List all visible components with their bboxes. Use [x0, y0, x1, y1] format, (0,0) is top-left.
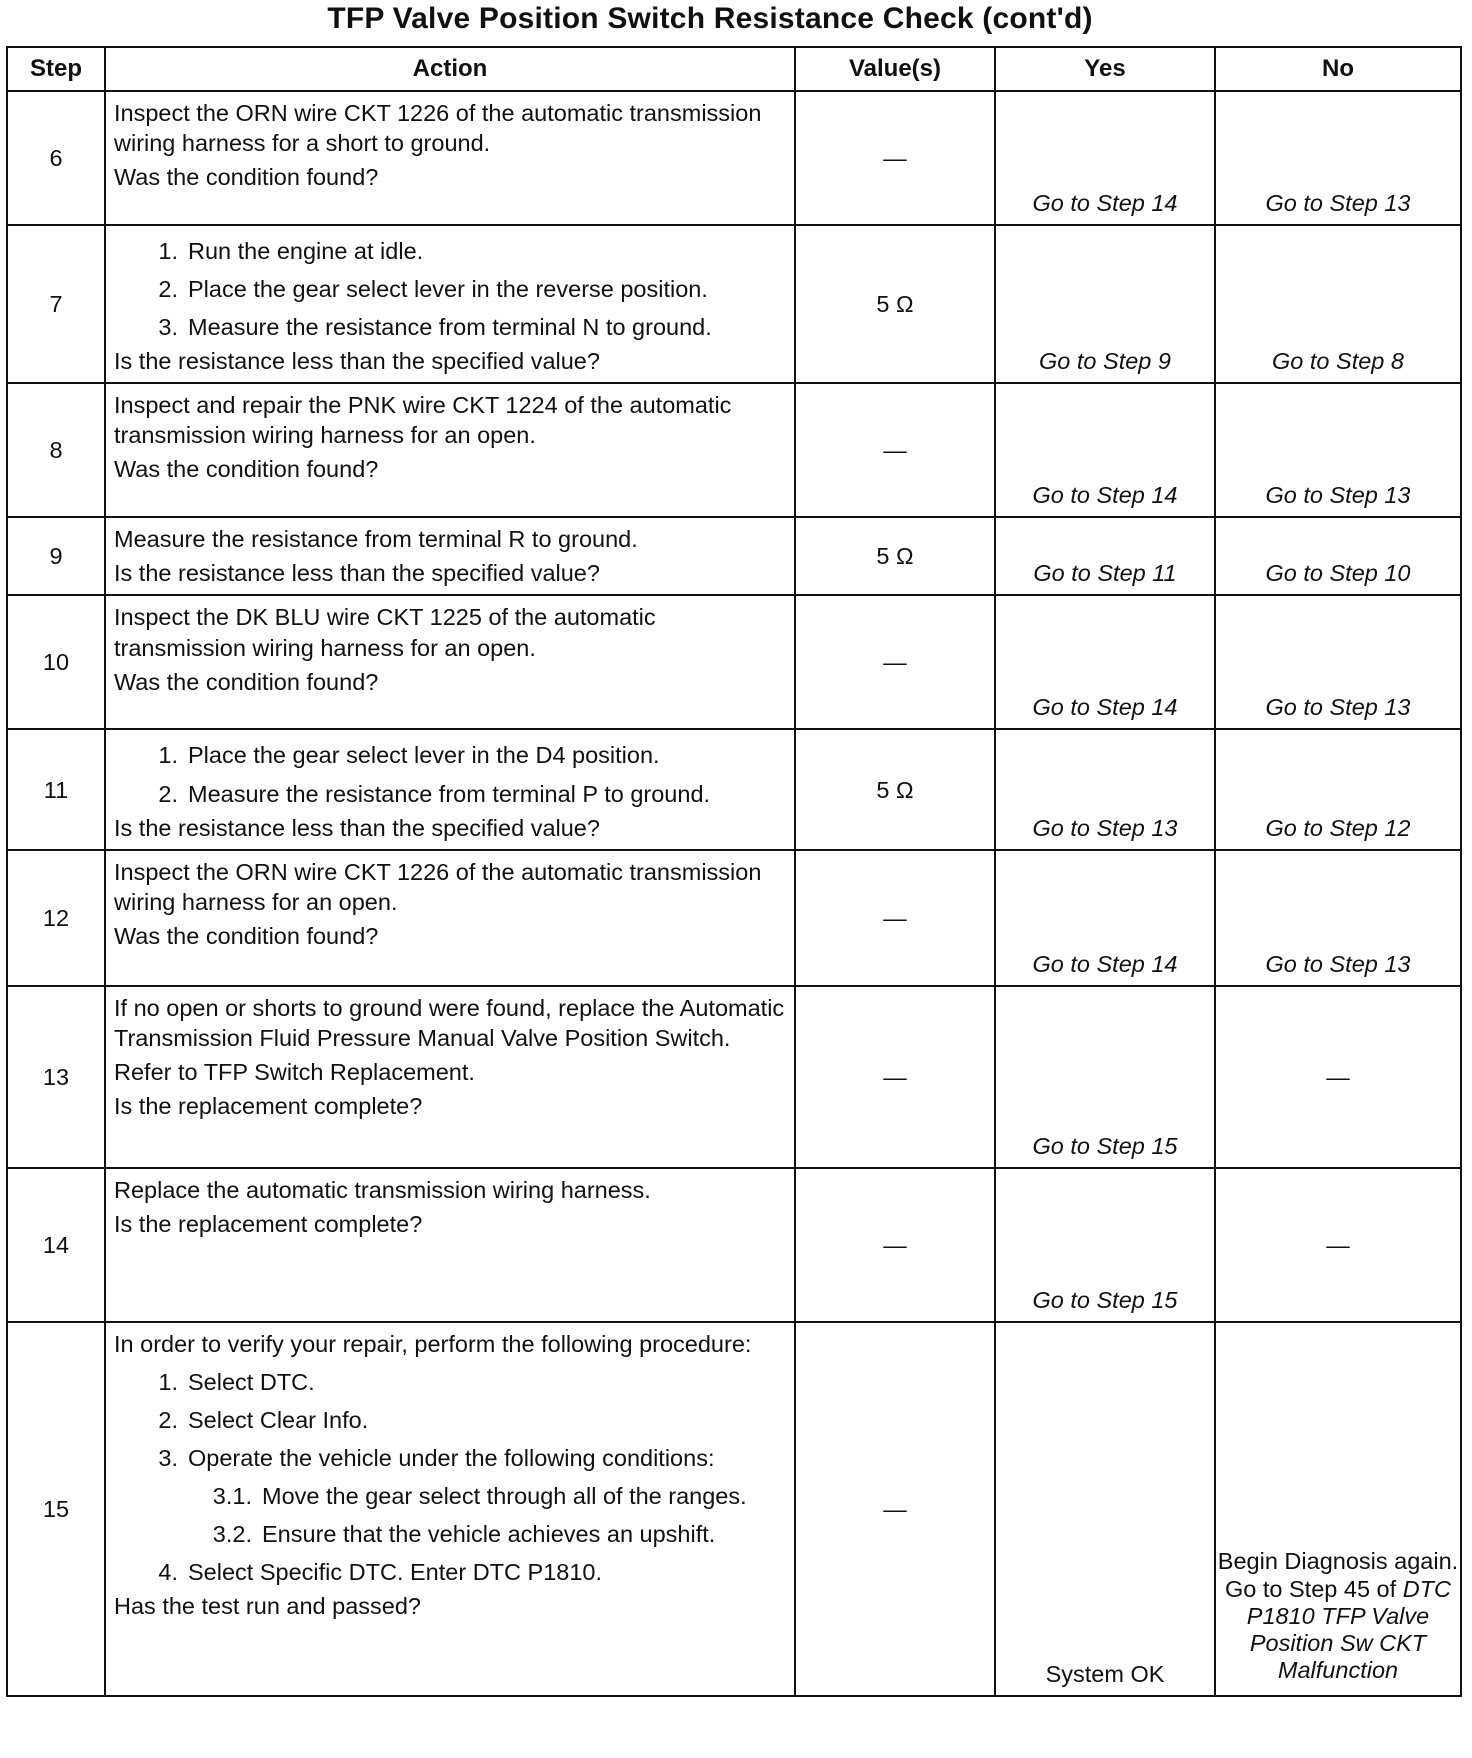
action-question: Is the resistance less than the specified value?	[114, 348, 600, 375]
yes-result: System OK	[995, 1322, 1215, 1696]
value-cell: 5 Ω	[795, 225, 995, 383]
table-row	[7, 850, 1461, 986]
list-number: 2.	[158, 780, 178, 807]
action-question: Was the condition found?	[114, 164, 379, 191]
value-cell: 5 Ω	[795, 729, 995, 849]
action-question: Was the condition found?	[114, 456, 379, 483]
list-text: Operate the vehicle under the following conditions:	[188, 1444, 715, 1471]
table-row	[7, 91, 1461, 225]
list-text: Measure the resistance from terminal P to ground.	[188, 780, 711, 807]
table-row	[7, 383, 1461, 517]
action-cell	[105, 729, 795, 849]
step-number: 9	[7, 517, 105, 595]
step-number: 15	[7, 1322, 105, 1696]
list-number: 2.	[158, 276, 178, 303]
action-cell	[105, 1168, 795, 1322]
yes-link[interactable]: Go to Step 14	[995, 91, 1215, 225]
action-text: Refer to TFP Switch Replacement.	[114, 1058, 475, 1085]
action-question: Was the condition found?	[114, 668, 379, 695]
header-values: Value(s)	[795, 47, 995, 91]
table-row	[7, 1322, 1461, 1696]
action-list	[114, 1363, 788, 1591]
list-text: Measure the resistance from terminal N to ground.	[188, 314, 712, 341]
action-question: Is the resistance less than the specified value?	[114, 560, 600, 587]
step-number: 7	[7, 225, 105, 383]
header-row	[7, 47, 1461, 91]
yes-link[interactable]: Go to Step 9	[995, 225, 1215, 383]
value-cell: —	[795, 1322, 995, 1696]
no-link[interactable]: Go to Step 8	[1215, 225, 1461, 383]
value-cell: 5 Ω	[795, 517, 995, 595]
step-number: 10	[7, 595, 105, 729]
action-cell	[105, 225, 795, 383]
step-number: 12	[7, 850, 105, 986]
yes-link[interactable]: Go to Step 14	[995, 850, 1215, 986]
list-text: Ensure that the vehicle achieves an upshift.	[262, 1521, 716, 1548]
list-text: Place the gear select lever in the reverse position.	[188, 276, 708, 303]
action-cell	[105, 383, 795, 517]
step-number: 13	[7, 986, 105, 1168]
yes-link[interactable]: Go to Step 15	[995, 986, 1215, 1168]
yes-link[interactable]: Go to Step 13	[995, 729, 1215, 849]
list-number: 3.1.	[212, 1483, 252, 1510]
yes-link[interactable]: Go to Step 15	[995, 1168, 1215, 1322]
table-row	[7, 225, 1461, 383]
list-text: Run the engine at idle.	[188, 238, 424, 264]
table-row	[7, 729, 1461, 849]
action-text: Inspect the DK BLU wire CKT 1225 of the automatic transmission wiring harness for an open.	[114, 604, 656, 661]
yes-link[interactable]: Go to Step 14	[995, 595, 1215, 729]
header-no: No	[1215, 47, 1461, 91]
list-text: Select Specific DTC. Enter DTC P1810.	[188, 1559, 603, 1586]
no-text: Begin Diagnosis again. Go to Step 45 of	[1217, 1548, 1459, 1602]
action-cell	[105, 986, 795, 1168]
no-link[interactable]: Go to Step 12	[1215, 729, 1461, 849]
table-row	[7, 517, 1461, 595]
value-cell: —	[795, 1168, 995, 1322]
action-text: Inspect and repair the PNK wire CKT 1224 of the automatic transmission wiring harness for an open.	[114, 392, 732, 449]
action-cell	[105, 91, 795, 225]
action-question: Is the replacement complete?	[114, 1210, 423, 1237]
action-cell	[105, 517, 795, 595]
no-link[interactable]: Go to Step 13	[1215, 91, 1461, 225]
action-cell	[105, 595, 795, 729]
header-step: Step	[7, 47, 105, 91]
action-text: Measure the resistance from terminal R to ground.	[114, 526, 638, 553]
table-row	[7, 1168, 1461, 1322]
action-text: Inspect the ORN wire CKT 1226 of the automatic transmission wiring harness for an open.	[114, 858, 762, 915]
step-number: 6	[7, 91, 105, 225]
action-question: Has the test run and passed?	[114, 1593, 422, 1620]
action-question: Is the replacement complete?	[114, 1092, 423, 1119]
list-number: 3.	[158, 314, 178, 341]
list-text: Place the gear select lever in the D4 position.	[188, 742, 660, 769]
value-cell: —	[795, 91, 995, 225]
no-link[interactable]: Go to Step 13	[1215, 383, 1461, 517]
action-text: Inspect the ORN wire CKT 1226 of the automatic transmission wiring harness for a short to ground.	[114, 100, 762, 157]
no-cell: —	[1215, 986, 1461, 1168]
action-question: Is the resistance less than the specified value?	[114, 814, 600, 841]
action-list	[114, 232, 788, 346]
list-number: 4.	[158, 1559, 178, 1586]
value-cell: —	[795, 383, 995, 517]
step-number: 11	[7, 729, 105, 849]
list-number: 3.	[158, 1444, 178, 1471]
list-number: 1.	[158, 1368, 178, 1395]
value-cell: —	[795, 986, 995, 1168]
list-number: 1.	[158, 742, 178, 769]
action-cell	[105, 850, 795, 986]
no-cell: —	[1215, 1168, 1461, 1322]
list-text: Select Clear Info.	[188, 1406, 369, 1433]
yes-link[interactable]: Go to Step 11	[995, 517, 1215, 595]
yes-link[interactable]: Go to Step 14	[995, 383, 1215, 517]
list-number: 1.	[158, 238, 178, 264]
no-reference: DTC P1810 TFP Valve Position Sw CKT Malfunction	[1246, 1575, 1451, 1684]
list-text: Select DTC.	[188, 1368, 315, 1395]
action-question: Was the condition found?	[114, 922, 379, 949]
list-number: 3.2.	[212, 1521, 252, 1548]
list-number: 2.	[158, 1406, 178, 1433]
action-text: In order to verify your repair, perform the following procedure:	[114, 1330, 752, 1357]
header-action: Action	[105, 47, 795, 91]
table-row	[7, 595, 1461, 729]
no-link[interactable]	[1215, 1322, 1461, 1696]
table-row	[7, 986, 1461, 1168]
no-link[interactable]: Go to Step 13	[1215, 595, 1461, 729]
step-number: 14	[7, 1168, 105, 1322]
step-number: 8	[7, 383, 105, 517]
page-title: TFP Valve Position Switch Resistance Check (cont'd)	[327, 2, 1093, 35]
header-yes: Yes	[995, 47, 1215, 91]
action-cell	[105, 1322, 795, 1696]
no-link[interactable]: Go to Step 13	[1215, 850, 1461, 986]
action-text: If no open or shorts to ground were found, replace the Automatic Transmission Fluid Pressure Manual Valve Position Switch.	[114, 994, 785, 1051]
list-text: Move the gear select through all of the ranges.	[262, 1483, 747, 1510]
no-link[interactable]: Go to Step 10	[1215, 517, 1461, 595]
diagnostic-table	[6, 46, 1462, 1697]
value-cell: —	[795, 850, 995, 986]
action-text: Replace the automatic transmission wiring harness.	[114, 1176, 651, 1203]
value-cell: —	[795, 595, 995, 729]
action-list	[114, 736, 788, 812]
